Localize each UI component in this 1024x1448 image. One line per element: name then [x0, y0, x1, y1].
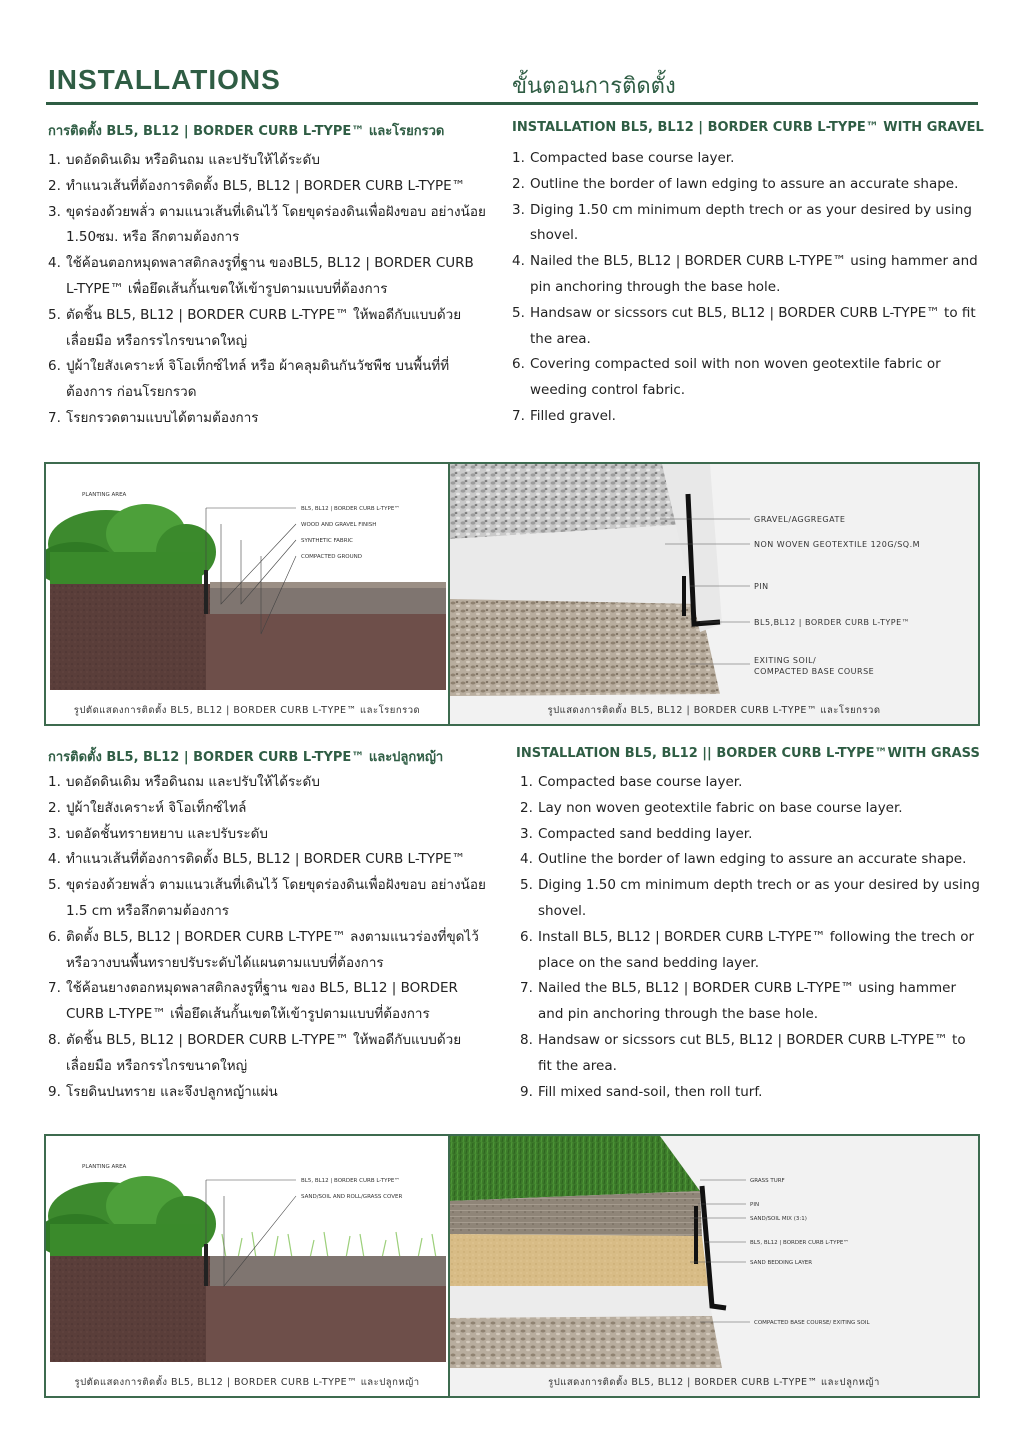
label-curb: BL5, BL12 | BORDER CURB L-TYPE™ — [750, 1240, 849, 1246]
label-curb: BL5,BL12 | BORDER CURB L-TYPE™ — [754, 618, 911, 627]
step-number: 8. — [520, 1031, 533, 1048]
step-text: บดอัดชั้นทรายหยาบ และปรับระดับ — [66, 825, 268, 842]
step-number: 7. — [48, 980, 61, 997]
list-item — [512, 301, 982, 353]
step-number: 1. — [48, 152, 61, 168]
gravel-section-drawing — [46, 464, 448, 724]
list-item — [512, 249, 982, 301]
list-item — [512, 404, 982, 430]
step-text: Nailed the BL5, BL12 | BORDER CURB L-TYPE™ using hammer and pin anchoring through the base hole. — [530, 253, 978, 295]
pin — [694, 1206, 698, 1264]
gravel-heading-thai: การติดตั้ง BL5, BL12 | BORDER CURB L-TYPE™ และโรยกรวด — [48, 124, 445, 139]
step-number: 1. — [520, 774, 533, 790]
gravel-top-layer — [210, 582, 446, 588]
list-item — [48, 406, 488, 432]
gravel-steps-thai — [48, 148, 488, 432]
label-geotextile: NON WOVEN GEOTEXTILE 120G/SQ.M — [754, 540, 921, 549]
label-sand-soil-mix: SAND/SOIL MIX (3:1) — [750, 1216, 807, 1222]
label-curb: BL5, BL12 | BORDER CURB L-TYPE™ — [301, 506, 400, 512]
gravel-render — [450, 464, 978, 724]
label-planting-area: PLANTING AREA — [82, 492, 127, 498]
compacted-ground — [206, 614, 446, 690]
step-number: 4. — [512, 253, 525, 270]
grass-turf-layer — [450, 1136, 700, 1201]
list-item — [48, 148, 488, 174]
step-text: ขุดร่องด้วยพลั่ว ตามแนวเส้นที่เดินไว้ โดยขุดร่องดินเพื่อฝังขอบ อย่างน้อย 1.5 cm หรือลึกตามต้องการ — [66, 877, 486, 919]
step-text: บดอัดดินเดิม หรือดินถม และปรับให้ได้ระดับ — [66, 774, 320, 790]
gravel-steps-english — [512, 146, 982, 430]
gravel-section-caption: รูปตัดแสดงการติดตั้ง BL5, BL12 | BORDER CURB L-TYPE™ และโรยกรวด — [73, 705, 421, 716]
label-curb: BL5, BL12 | BORDER CURB L-TYPE™ — [301, 1178, 400, 1184]
step-text: Outline the border of lawn edging to assure an accurate shape. — [538, 851, 967, 868]
geotextile-layer — [450, 1286, 712, 1318]
step-number: 3. — [48, 203, 61, 220]
list-item — [48, 1080, 488, 1106]
step-text: Install BL5, BL12 | BORDER CURB L-TYPE™ following the trech or place on the sand bedding layer. — [538, 928, 975, 971]
step-number: 4. — [520, 851, 533, 868]
step-number: 7. — [520, 980, 533, 997]
step-number: 4. — [48, 851, 61, 868]
step-number: 7. — [48, 409, 61, 426]
step-text: Nailed the BL5, BL12 | BORDER CURB L-TYPE™ using hammer and pin anchoring through the base hole. — [538, 980, 957, 1023]
header-divider — [46, 102, 978, 105]
step-number: 5. — [512, 304, 525, 321]
list-item — [520, 925, 980, 977]
list-item — [512, 172, 982, 198]
list-item — [520, 796, 980, 822]
step-text: Compacted sand bedding layer. — [538, 825, 753, 842]
step-number: 1. — [512, 150, 525, 166]
step-number: 9. — [520, 1083, 533, 1100]
list-item — [48, 770, 488, 796]
step-number: 2. — [520, 799, 533, 816]
step-text: Compacted base course layer. — [538, 774, 743, 790]
grass-blades — [222, 1232, 436, 1258]
step-text: Diging 1.50 cm minimum depth trech or as your desired by using shovel. — [538, 877, 980, 919]
planting-soil — [50, 584, 210, 690]
grass-steps-thai — [48, 770, 488, 1105]
grass-section-drawing-panel — [44, 1134, 450, 1398]
planting-soil — [50, 1256, 210, 1362]
step-text: Diging 1.50 cm minimum depth trech or as your desired by using shovel. — [530, 201, 972, 244]
label-synthetic-fabric: SYNTHETIC FABRIC — [301, 538, 353, 544]
step-number: 3. — [520, 825, 533, 842]
list-item — [520, 847, 980, 873]
sand-soil-layer — [210, 1256, 446, 1286]
step-text: Filled gravel. — [530, 407, 616, 424]
pin — [682, 576, 686, 616]
step-text: Handsaw or sicssors cut BL5, BL12 | BORDER CURB L-TYPE™ to fit the area. — [530, 304, 976, 347]
compacted-base-layer — [450, 1316, 722, 1368]
step-number: 2. — [512, 175, 525, 192]
gravel-section-drawing-panel — [44, 462, 450, 726]
step-number: 1. — [48, 774, 61, 790]
step-text: Compacted base course layer. — [530, 150, 735, 166]
label-pin: PIN — [750, 1202, 760, 1208]
step-text: Outline the border of lawn edging to assure an accurate shape. — [530, 175, 959, 192]
list-item — [520, 873, 980, 925]
step-number: 7. — [512, 407, 525, 424]
grass-heading-thai: การติดตั้ง BL5, BL12 | BORDER CURB L-TYPE™ และปลูกหญ้า — [48, 750, 444, 765]
grass-steps-english — [520, 770, 980, 1105]
label-sand-bedding: SAND BEDDING LAYER — [750, 1260, 813, 1266]
step-text: ปูผ้าใยสังเคราะห์ จิโอเท็กซ์ไทล์ หรือ ผ้าคลุมดินกันวัชพืช บนพื้นที่ที่ต้องการ ก่อนโรยกรวด — [66, 358, 450, 401]
list-item — [48, 925, 488, 977]
step-text: Covering compacted soil with non woven geotextile fabric or weeding control fabric. — [530, 356, 941, 399]
list-item — [520, 822, 980, 848]
gravel-render-panel — [448, 462, 980, 726]
label-gravel-aggregate: GRAVEL/AGGREGATE — [754, 515, 846, 524]
grass-heading-english: INSTALLATION BL5, BL12 || BORDER CURB L-TYPE™WITH GRASS — [516, 746, 980, 761]
sand-bedding-layer — [450, 1234, 708, 1286]
page-title-thai: ขั้นตอนการติดตั้ง — [512, 74, 676, 99]
grass-section-drawing — [46, 1136, 448, 1396]
list-item — [48, 251, 488, 303]
label-planting-area: PLANTING AREA — [82, 1164, 127, 1170]
step-text: ทำแนวเส้นที่ต้องการติดตั้ง BL5, BL12 | BORDER CURB L-TYPE™ — [66, 177, 466, 194]
step-number: 9. — [48, 1083, 61, 1100]
label-compacted-ground: COMPACTED GROUND — [301, 554, 362, 560]
step-text: Lay non woven geotextile fabric on base course layer. — [538, 799, 903, 816]
list-item — [48, 873, 488, 925]
label-compacted-base: COMPACTED BASE COURSE — [754, 667, 875, 676]
existing-soil-layer — [450, 599, 720, 696]
step-number: 3. — [512, 201, 525, 218]
compacted-ground — [206, 1286, 446, 1362]
list-item — [512, 146, 982, 172]
step-text: บดอัดดินเดิม หรือดินถม และปรับให้ได้ระดับ — [66, 152, 320, 168]
label-grass-turf: GRASS TURF — [750, 1178, 785, 1184]
list-item — [48, 354, 488, 406]
step-number: 6. — [512, 356, 525, 373]
step-number: 2. — [48, 799, 61, 816]
border-curb-edge — [204, 1244, 208, 1286]
list-item — [48, 174, 488, 200]
grass-section-caption: รูปตัดแสดงการติดตั้ง BL5, BL12 | BORDER CURB L-TYPE™ และปลูกหญ้า — [74, 1377, 420, 1388]
gravel-render-caption: รูปแสดงการติดตั้ง BL5, BL12 | BORDER CURB L-TYPE™ และโรยกรวด — [547, 705, 881, 716]
step-text: โรยกรวดตามแบบได้ตามต้องการ — [66, 409, 259, 426]
step-number: 6. — [48, 358, 61, 375]
list-item — [48, 303, 488, 355]
step-number: 6. — [520, 928, 533, 945]
label-pin: PIN — [754, 582, 769, 591]
step-text: ปูผ้าใยสังเคราะห์ จิโอเท็กซ์ไทล์ — [66, 799, 247, 816]
page-title: INSTALLATIONS — [48, 64, 281, 95]
step-text: ตัดชิ้น BL5, BL12 | BORDER CURB L-TYPE™ ให้พอดีกับแบบด้วย เลื่อยมือ หรือกรรไกรขนาดใหญ่ — [66, 306, 462, 349]
step-text: ตัดชิ้น BL5, BL12 | BORDER CURB L-TYPE™ ให้พอดีกับแบบด้วย เลื่อยมือ หรือกรรไกรขนาดใหญ่ — [66, 1031, 462, 1074]
step-text: Fill mixed sand-soil, then roll turf. — [538, 1083, 763, 1100]
list-item — [520, 1080, 980, 1106]
step-text: ใช้ค้อนตอกหมุดพลาสติกลงรูที่ฐาน ของBL5, BL12 | BORDER CURB L-TYPE™ เพื่อยึดเส้นกั้นเขตให้เข้ารูปตามแบบที่ต้องการ — [66, 255, 474, 297]
grass-render — [450, 1136, 978, 1396]
label-wood-gravel: WOOD AND GRAVEL FINISH — [301, 522, 377, 528]
step-number: 4. — [48, 255, 61, 272]
list-item — [48, 796, 488, 822]
list-item — [520, 976, 980, 1028]
grass-render-caption: รูปแสดงการติดตั้ง BL5, BL12 | BORDER CURB L-TYPE™ และปลูกหญ้า — [548, 1377, 880, 1388]
step-number: 2. — [48, 177, 61, 194]
hedge-shrub — [46, 1176, 216, 1260]
step-text: ติดตั้ง BL5, BL12 | BORDER CURB L-TYPE™ ลงตามแนวร่องที่ขุดไว้ หรือวางบนพื้นทรายปรับระดับได้แผนตามแบบที่ต้องการ — [66, 928, 479, 971]
gravel-heading-english: INSTALLATION BL5, BL12 | BORDER CURB L-TYPE™ WITH GRAVEL — [512, 120, 984, 135]
step-number: 6. — [48, 928, 61, 945]
list-item — [48, 976, 488, 1028]
step-text: Handsaw or sicssors cut BL5, BL12 | BORDER CURB L-TYPE™ to fit the area. — [538, 1031, 966, 1074]
list-item — [520, 1028, 980, 1080]
step-number: 5. — [48, 306, 61, 323]
step-text: ขุดร่องด้วยพลั่ว ตามแนวเส้นที่เดินไว้ โดยขุดร่องดินเพื่อฝังขอบ อย่างน้อย 1.50ซม. หรือ ลึกตามต้องการ — [66, 203, 486, 246]
list-item — [48, 200, 488, 252]
hedge-shrub — [46, 504, 216, 588]
border-curb-edge — [204, 570, 208, 614]
list-item — [520, 770, 980, 796]
step-number: 5. — [48, 877, 61, 894]
step-number: 5. — [520, 877, 533, 894]
step-number: 8. — [48, 1031, 61, 1048]
step-number: 3. — [48, 825, 61, 842]
label-sand-soil-grass: SAND/SOIL AND ROLL/GRASS COVER — [301, 1194, 403, 1200]
list-item — [48, 822, 488, 848]
step-text: ใช้ค้อนยางตอกหมุดพลาสติกลงรูที่ฐาน ของ BL5, BL12 | BORDER CURB L-TYPE™ เพื่อยึดเส้นกั้นเขตให้เข้ารูปตามแบบที่ต้องการ — [66, 980, 458, 1023]
step-text: ทำแนวเส้นที่ต้องการติดตั้ง BL5, BL12 | BORDER CURB L-TYPE™ — [66, 851, 466, 868]
step-text: โรยดินปนทราย และจึงปลูกหญ้าแผ่น — [66, 1083, 278, 1100]
list-item — [512, 352, 982, 404]
list-item — [48, 847, 488, 873]
compacted-base — [210, 588, 446, 614]
list-item — [512, 198, 982, 250]
label-compacted-base: COMPACTED BASE COURSE/ EXITING SOIL — [754, 1320, 870, 1326]
list-item — [48, 1028, 488, 1080]
label-existing-soil: EXITING SOIL/ — [754, 656, 817, 665]
grass-render-panel — [448, 1134, 980, 1398]
